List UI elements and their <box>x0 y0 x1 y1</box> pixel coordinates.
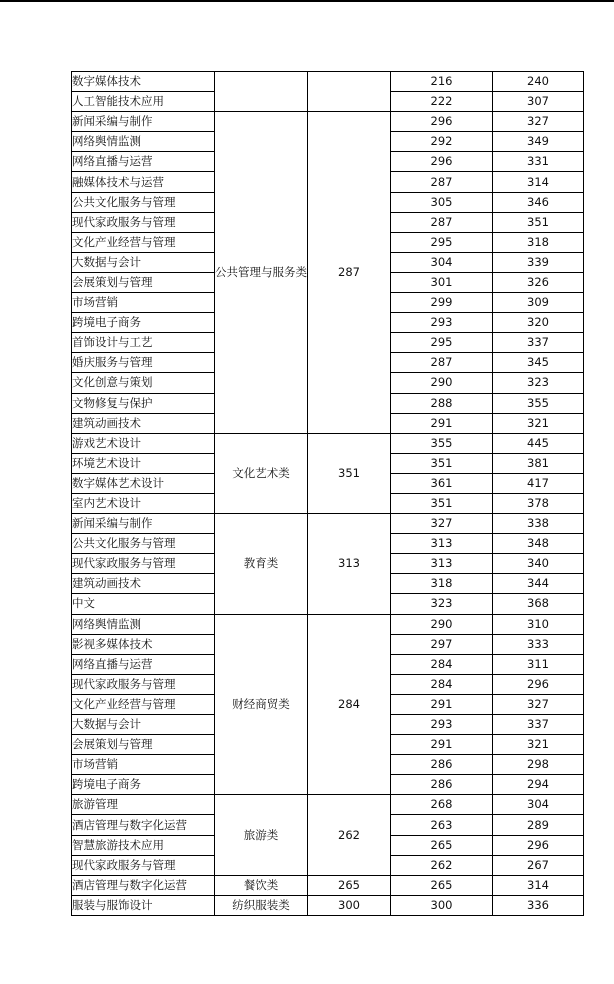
min-score-cell: 305 <box>391 192 493 212</box>
min-score-cell: 284 <box>391 654 493 674</box>
max-score-cell: 314 <box>493 875 584 895</box>
category-cell: 餐饮类 <box>215 875 308 895</box>
major-name-cell: 智慧旅游技术应用 <box>72 835 215 855</box>
max-score-cell: 320 <box>493 313 584 333</box>
min-score-cell: 265 <box>391 835 493 855</box>
min-score-cell: 327 <box>391 514 493 534</box>
max-score-cell: 307 <box>493 92 584 112</box>
min-score-cell: 304 <box>391 252 493 272</box>
min-score-cell: 263 <box>391 815 493 835</box>
min-score-cell: 355 <box>391 433 493 453</box>
major-name-cell: 网络舆情监测 <box>72 614 215 634</box>
table-row <box>72 795 584 815</box>
min-score-cell: 301 <box>391 272 493 292</box>
max-score-cell: 304 <box>493 795 584 815</box>
major-name-cell: 文化创意与策划 <box>72 373 215 393</box>
min-score-cell: 361 <box>391 473 493 493</box>
major-name-cell: 文化产业经营与管理 <box>72 232 215 252</box>
min-score-cell: 295 <box>391 232 493 252</box>
category-score-cell: 284 <box>308 614 391 795</box>
max-score-cell: 333 <box>493 634 584 654</box>
table-row <box>72 875 584 895</box>
max-score-cell: 310 <box>493 614 584 634</box>
max-score-cell: 327 <box>493 694 584 714</box>
max-score-cell: 323 <box>493 373 584 393</box>
category-cell <box>215 72 308 112</box>
min-score-cell: 284 <box>391 674 493 694</box>
max-score-cell: 445 <box>493 433 584 453</box>
max-score-cell: 296 <box>493 674 584 694</box>
min-score-cell: 351 <box>391 453 493 473</box>
min-score-cell: 287 <box>391 212 493 232</box>
max-score-cell: 318 <box>493 232 584 252</box>
major-name-cell: 文物修复与保护 <box>72 393 215 413</box>
major-name-cell: 大数据与会计 <box>72 252 215 272</box>
max-score-cell: 289 <box>493 815 584 835</box>
score-table-body <box>72 72 584 916</box>
category-cell: 旅游类 <box>215 795 308 875</box>
major-name-cell: 跨境电子商务 <box>72 775 215 795</box>
min-score-cell: 293 <box>391 313 493 333</box>
major-name-cell: 影视多媒体技术 <box>72 634 215 654</box>
major-name-cell: 会展策划与管理 <box>72 735 215 755</box>
major-name-cell: 环境艺术设计 <box>72 453 215 473</box>
min-score-cell: 287 <box>391 172 493 192</box>
max-score-cell: 355 <box>493 393 584 413</box>
major-name-cell: 公共文化服务与管理 <box>72 192 215 212</box>
major-name-cell: 现代家政服务与管理 <box>72 674 215 694</box>
major-name-cell: 文化产业经营与管理 <box>72 694 215 714</box>
min-score-cell: 351 <box>391 493 493 513</box>
major-name-cell: 中文 <box>72 594 215 614</box>
max-score-cell: 381 <box>493 453 584 473</box>
max-score-cell: 349 <box>493 132 584 152</box>
major-name-cell: 室内艺术设计 <box>72 493 215 513</box>
major-name-cell: 旅游管理 <box>72 795 215 815</box>
max-score-cell: 368 <box>493 594 584 614</box>
max-score-cell: 331 <box>493 152 584 172</box>
max-score-cell: 417 <box>493 473 584 493</box>
max-score-cell: 345 <box>493 353 584 373</box>
max-score-cell: 314 <box>493 172 584 192</box>
min-score-cell: 296 <box>391 152 493 172</box>
max-score-cell: 344 <box>493 574 584 594</box>
max-score-cell: 339 <box>493 252 584 272</box>
min-score-cell: 300 <box>391 895 493 915</box>
min-score-cell: 286 <box>391 755 493 775</box>
min-score-cell: 265 <box>391 875 493 895</box>
category-cell: 文化艺术类 <box>215 433 308 513</box>
major-name-cell: 建筑动画技术 <box>72 574 215 594</box>
major-name-cell: 酒店管理与数字化运营 <box>72 875 215 895</box>
major-name-cell: 游戏艺术设计 <box>72 433 215 453</box>
min-score-cell: 290 <box>391 373 493 393</box>
min-score-cell: 287 <box>391 353 493 373</box>
min-score-cell: 286 <box>391 775 493 795</box>
major-name-cell: 酒店管理与数字化运营 <box>72 815 215 835</box>
max-score-cell: 296 <box>493 835 584 855</box>
min-score-cell: 318 <box>391 574 493 594</box>
min-score-cell: 291 <box>391 735 493 755</box>
min-score-cell: 268 <box>391 795 493 815</box>
max-score-cell: 346 <box>493 192 584 212</box>
table-row <box>72 614 584 634</box>
max-score-cell: 337 <box>493 333 584 353</box>
table-row <box>72 895 584 915</box>
major-name-cell: 会展策划与管理 <box>72 272 215 292</box>
major-name-cell: 公共文化服务与管理 <box>72 534 215 554</box>
max-score-cell: 340 <box>493 554 584 574</box>
category-cell: 教育类 <box>215 514 308 614</box>
min-score-cell: 290 <box>391 614 493 634</box>
major-name-cell: 大数据与会计 <box>72 715 215 735</box>
min-score-cell: 291 <box>391 413 493 433</box>
max-score-cell: 309 <box>493 293 584 313</box>
max-score-cell: 337 <box>493 715 584 735</box>
major-name-cell: 数字媒体艺术设计 <box>72 473 215 493</box>
major-name-cell: 现代家政服务与管理 <box>72 855 215 875</box>
max-score-cell: 326 <box>493 272 584 292</box>
table-row <box>72 433 584 453</box>
category-score-cell: 262 <box>308 795 391 875</box>
top-rule <box>0 0 614 2</box>
table-row <box>72 72 584 92</box>
major-name-cell: 网络舆情监测 <box>72 132 215 152</box>
min-score-cell: 222 <box>391 92 493 112</box>
max-score-cell: 378 <box>493 493 584 513</box>
max-score-cell: 267 <box>493 855 584 875</box>
category-score-cell: 287 <box>308 112 391 434</box>
max-score-cell: 240 <box>493 72 584 92</box>
max-score-cell: 336 <box>493 895 584 915</box>
table-row <box>72 514 584 534</box>
major-name-cell: 数字媒体技术 <box>72 72 215 92</box>
major-name-cell: 新闻采编与制作 <box>72 514 215 534</box>
max-score-cell: 321 <box>493 413 584 433</box>
major-name-cell: 婚庆服务与管理 <box>72 353 215 373</box>
major-name-cell: 市场营销 <box>72 293 215 313</box>
min-score-cell: 262 <box>391 855 493 875</box>
category-score-cell: 351 <box>308 433 391 513</box>
category-cell: 纺织服装类 <box>215 895 308 915</box>
min-score-cell: 297 <box>391 634 493 654</box>
major-name-cell: 现代家政服务与管理 <box>72 212 215 232</box>
min-score-cell: 288 <box>391 393 493 413</box>
major-name-cell: 现代家政服务与管理 <box>72 554 215 574</box>
min-score-cell: 296 <box>391 112 493 132</box>
min-score-cell: 292 <box>391 132 493 152</box>
max-score-cell: 348 <box>493 534 584 554</box>
max-score-cell: 294 <box>493 775 584 795</box>
max-score-cell: 351 <box>493 212 584 232</box>
major-name-cell: 首饰设计与工艺 <box>72 333 215 353</box>
major-name-cell: 网络直播与运营 <box>72 152 215 172</box>
major-name-cell: 网络直播与运营 <box>72 654 215 674</box>
category-cell: 财经商贸类 <box>215 614 308 795</box>
major-name-cell: 融媒体技术与运营 <box>72 172 215 192</box>
max-score-cell: 311 <box>493 654 584 674</box>
min-score-cell: 323 <box>391 594 493 614</box>
major-name-cell: 人工智能技术应用 <box>72 92 215 112</box>
min-score-cell: 299 <box>391 293 493 313</box>
category-score-cell: 313 <box>308 514 391 614</box>
max-score-cell: 321 <box>493 735 584 755</box>
category-score-cell: 300 <box>308 895 391 915</box>
major-name-cell: 市场营销 <box>72 755 215 775</box>
major-name-cell: 新闻采编与制作 <box>72 112 215 132</box>
category-score-cell <box>308 72 391 112</box>
category-score-cell: 265 <box>308 875 391 895</box>
min-score-cell: 313 <box>391 554 493 574</box>
category-cell: 公共管理与服务类 <box>215 112 308 434</box>
min-score-cell: 293 <box>391 715 493 735</box>
min-score-cell: 291 <box>391 694 493 714</box>
min-score-cell: 295 <box>391 333 493 353</box>
score-table <box>71 71 584 916</box>
major-name-cell: 跨境电子商务 <box>72 313 215 333</box>
min-score-cell: 216 <box>391 72 493 92</box>
table-row <box>72 112 584 132</box>
major-name-cell: 服装与服饰设计 <box>72 895 215 915</box>
max-score-cell: 338 <box>493 514 584 534</box>
max-score-cell: 298 <box>493 755 584 775</box>
max-score-cell: 327 <box>493 112 584 132</box>
major-name-cell: 建筑动画技术 <box>72 413 215 433</box>
min-score-cell: 313 <box>391 534 493 554</box>
